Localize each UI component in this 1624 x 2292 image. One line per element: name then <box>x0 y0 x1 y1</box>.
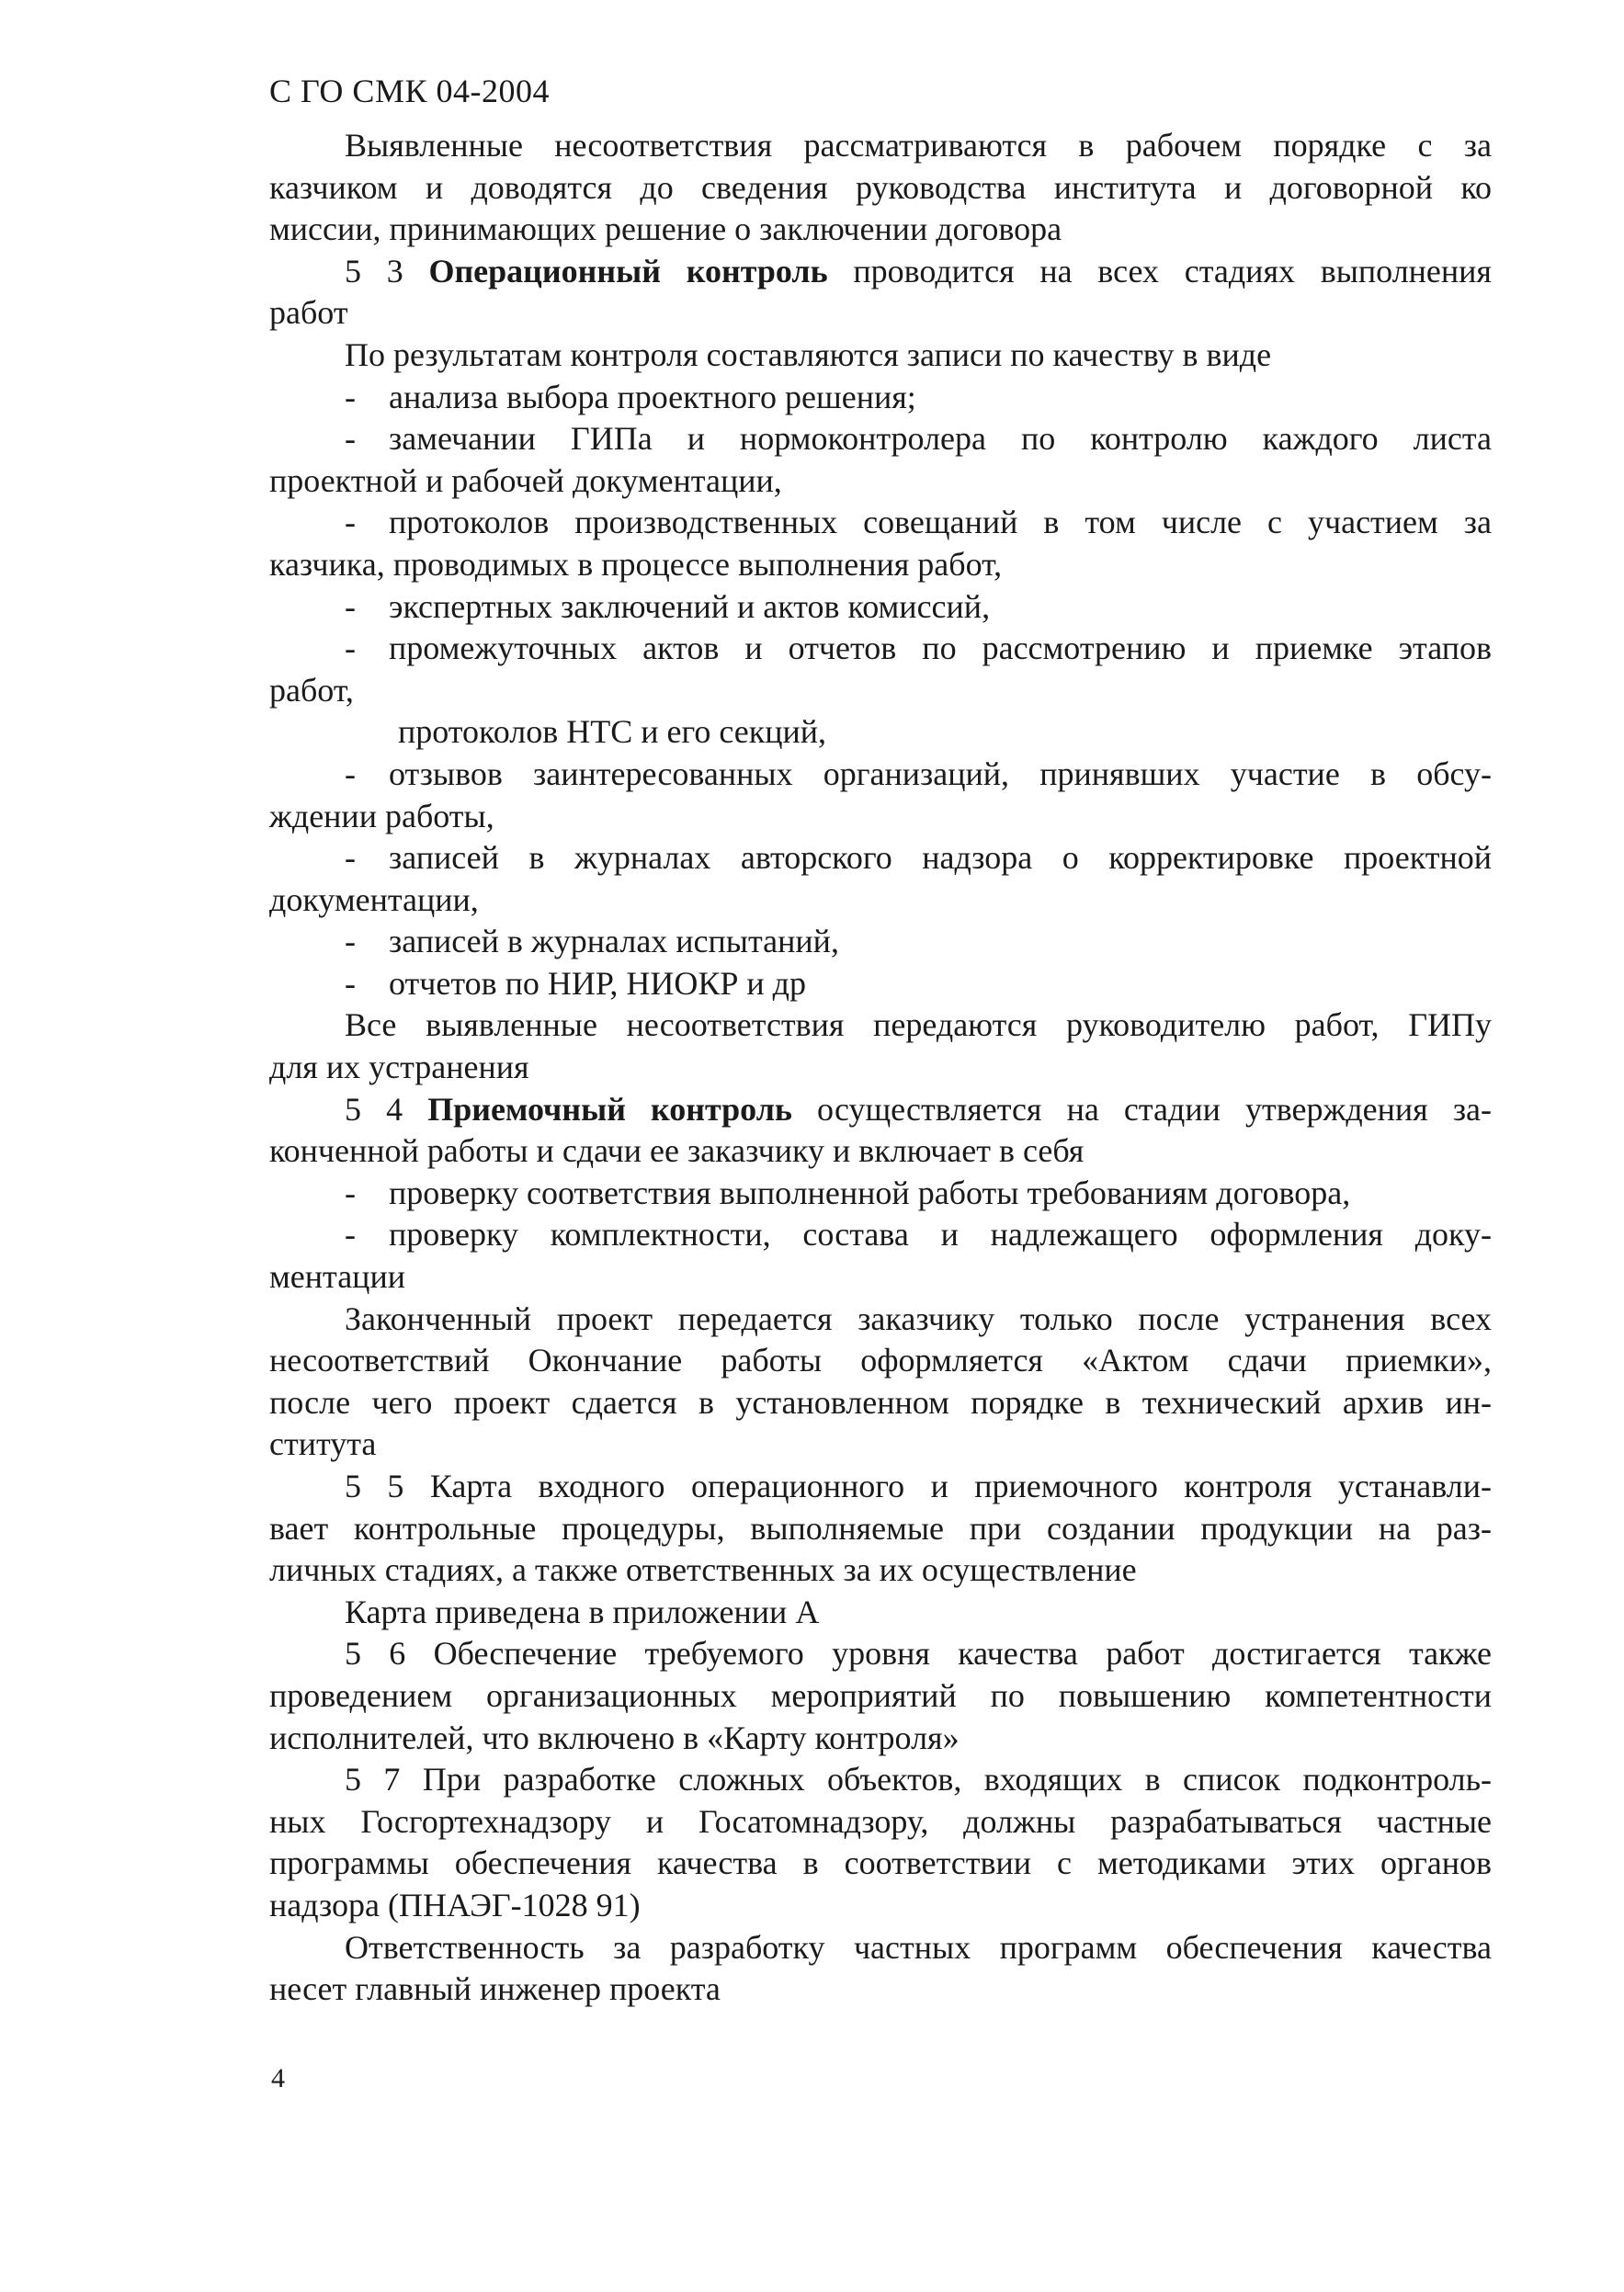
text-segment: протоколов НТС и его секций, <box>398 713 826 751</box>
text-line <box>269 1508 1492 1550</box>
text-segment: программы обеспечения качества в соответствии с методиками этих органов <box>269 1844 1492 1882</box>
paragraph <box>269 1633 1492 1759</box>
dash-bullet: - <box>345 964 356 1002</box>
text-line <box>269 377 1492 419</box>
list-item <box>269 377 1492 419</box>
text-segment: 5 3 <box>345 252 429 289</box>
text-segment: отчетов по НИР, НИОКР и др <box>389 964 806 1002</box>
dash-bullet: - <box>345 587 356 625</box>
text-line <box>269 711 1492 754</box>
text-segment: несоответствий Окончание работы оформляется «Актом сдачи приемки», <box>269 1342 1492 1379</box>
text-segment: исполнителей, что включено в «Карту контроля» <box>269 1719 960 1756</box>
paragraph <box>269 1299 1492 1466</box>
text-segment: осуществляется на стадии утверждения за- <box>791 1090 1493 1128</box>
text-segment: проверку соответствия выполненной работы требованиям договора, <box>389 1174 1351 1211</box>
text-line <box>269 1885 1492 1927</box>
text-line <box>269 460 1492 503</box>
text-segment: ных Госгортехнадзору и Госатомнадзору, должны разрабатываться частные <box>269 1802 1492 1840</box>
text-segment: записей в журналах авторского надзора о корректировке проектной <box>389 839 1492 877</box>
list-item <box>269 1173 1492 1215</box>
dash-bullet: - <box>345 923 356 960</box>
dash-bullet: - <box>345 630 356 667</box>
dash-bullet: - <box>345 420 356 458</box>
list-item <box>269 754 1492 837</box>
text-line <box>269 1089 1492 1131</box>
paragraph <box>269 1759 1492 1926</box>
text-segment: 5 4 <box>345 1090 428 1128</box>
text-segment: 5 6 Обеспечение требуемого уровня качества работ достигается также <box>345 1635 1492 1673</box>
text-line <box>269 1299 1492 1341</box>
dash-bullet: - <box>345 504 356 541</box>
text-segment: экспертных заключений и актов комиссий, <box>389 587 991 625</box>
text-line <box>269 1927 1492 1969</box>
text-segment: после чего проект сдается в установленном порядке в технический архив ин- <box>269 1383 1492 1421</box>
text-segment: работ <box>269 294 348 332</box>
text-segment: конченной работы и сдачи ее заказчику и включает в себя <box>269 1132 1085 1170</box>
text-segment: анализа выбора проектного решения; <box>389 378 916 415</box>
page-number: 4 <box>271 2063 285 2093</box>
list-item <box>269 921 1492 963</box>
list-item <box>269 1214 1492 1298</box>
text-line <box>269 921 1492 963</box>
text-line <box>269 251 1492 293</box>
text-line <box>269 544 1492 586</box>
text-segment: отзывов заинтересованных организаций, принявших участие в обсу- <box>389 755 1492 792</box>
text-line <box>269 670 1492 712</box>
paragraph <box>269 251 1492 335</box>
text-line <box>269 1466 1492 1508</box>
text-segment: документации, <box>269 880 479 918</box>
dash-bullet: - <box>345 1216 356 1254</box>
text-segment: вает контрольные процедуры, выполняемые при создании продукции на раз- <box>269 1509 1492 1547</box>
dash-bullet: - <box>345 755 356 792</box>
text-line <box>269 167 1492 210</box>
text-line <box>269 963 1492 1005</box>
paragraph <box>269 1927 1492 2011</box>
text-line <box>269 628 1492 670</box>
text-line <box>269 502 1492 544</box>
text-segment: работ, <box>269 671 354 709</box>
text-line <box>269 586 1492 629</box>
text-line <box>269 796 1492 838</box>
text-segment: проведением организационных мероприятий по повышению компетентности <box>269 1676 1492 1714</box>
text-segment: казчика, проводимых в процессе выполнения работ, <box>269 545 1003 583</box>
dash-bullet: - <box>345 1174 356 1211</box>
text-line <box>269 1173 1492 1215</box>
text-line <box>269 1801 1492 1844</box>
text-segment: для их устранения <box>269 1049 529 1086</box>
text-line <box>269 837 1492 879</box>
text-segment: записей в журналах испытаний, <box>389 923 839 960</box>
paragraph <box>269 1592 1492 1634</box>
document-body <box>269 125 1492 2011</box>
text-line <box>269 1718 1492 1760</box>
text-line <box>269 292 1492 335</box>
text-line <box>269 1214 1492 1256</box>
text-line <box>269 335 1492 377</box>
dash-bullet: - <box>345 378 356 415</box>
paragraph <box>269 125 1492 251</box>
list-item <box>269 628 1492 711</box>
text-line <box>269 1340 1492 1382</box>
text-segment: проводится на всех стадиях выполнения <box>827 252 1492 289</box>
dash-bullet: - <box>345 839 356 877</box>
text-line <box>269 1382 1492 1424</box>
text-line <box>269 1592 1492 1634</box>
text-segment: 5 5 Карта входного операционного и приемочного контроля устанавли- <box>345 1468 1492 1504</box>
text-segment: По результатам контроля составляются записи по качеству в виде <box>345 335 1272 373</box>
list-item <box>269 502 1492 585</box>
text-line <box>269 1424 1492 1466</box>
text-segment: проверку комплектности, состава и надлежащего оформления доку- <box>389 1216 1492 1254</box>
text-segment: ститута <box>269 1425 377 1463</box>
paragraph <box>269 335 1492 377</box>
bold-term: Операционный контроль <box>428 252 828 289</box>
text-line <box>269 1759 1492 1801</box>
text-segment: протоколов производственных совещаний в том числе с участием за <box>389 504 1492 541</box>
text-segment: надзора (ПНАЭГ-1028 91) <box>269 1886 641 1923</box>
list-item <box>269 586 1492 629</box>
list-item <box>269 418 1492 502</box>
text-line <box>269 754 1492 796</box>
list-item <box>269 837 1492 921</box>
text-segment: 5 7 При разработке сложных объектов, входящих в список подконтроль- <box>345 1761 1492 1798</box>
text-segment: Ответственность за разработку частных программ обеспечения качества <box>345 1928 1492 1966</box>
list-item <box>269 711 1492 754</box>
text-segment: ментации <box>269 1258 405 1296</box>
bold-term: Приемочный контроль <box>427 1090 792 1128</box>
text-line <box>269 1675 1492 1718</box>
text-segment: казчиком и доводятся до сведения руководства института и договорной ко <box>269 168 1492 206</box>
text-segment: промежуточных актов и отчетов по рассмотрению и приемке этапов <box>389 630 1492 667</box>
text-line <box>269 1549 1492 1592</box>
text-line <box>269 1843 1492 1885</box>
paragraph <box>269 1004 1492 1088</box>
text-segment: Карта приведена в приложении А <box>345 1593 820 1630</box>
text-segment: несет главный инженер проекта <box>269 1970 721 2008</box>
text-line <box>269 1047 1492 1089</box>
text-segment: Законченный проект передается заказчику только после устранения всех <box>345 1299 1492 1337</box>
document-code: С ГО СМК 04-2004 <box>269 73 550 109</box>
text-segment: миссии, принимающих решение о заключении договора <box>269 210 1062 248</box>
text-segment: Выявленные несоответствия рассматриваются в рабочем порядке с за <box>345 127 1492 164</box>
text-line <box>269 125 1492 167</box>
list-item <box>269 963 1492 1005</box>
text-line <box>269 1633 1492 1675</box>
text-line <box>269 1004 1492 1047</box>
text-segment: проектной и рабочей документации, <box>269 461 782 499</box>
text-segment: Все выявленные несоответствия передаются руководителю работ, ГИПу <box>345 1006 1492 1044</box>
text-line <box>269 209 1492 251</box>
paragraph <box>269 1089 1492 1173</box>
text-line <box>269 1256 1492 1299</box>
text-line <box>269 1969 1492 2011</box>
paragraph <box>269 1466 1492 1592</box>
text-line <box>269 1130 1492 1173</box>
text-line <box>269 418 1492 460</box>
text-line <box>269 879 1492 922</box>
text-segment: замечании ГИПа и нормоконтролера по контролю каждого листа <box>389 420 1492 458</box>
text-segment: личных стадиях, а также ответственных за их осуществление <box>269 1551 1137 1589</box>
text-segment: ждении работы, <box>269 797 494 834</box>
